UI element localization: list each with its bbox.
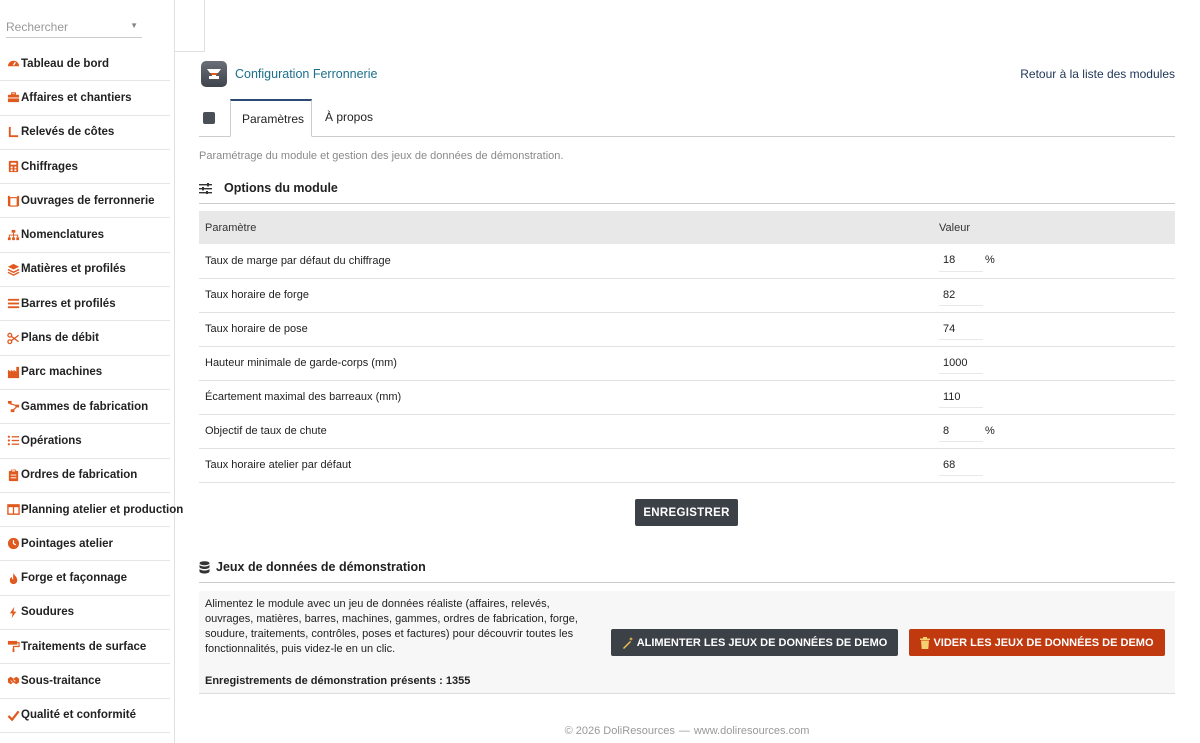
sidebar-item-tableau-de-bord[interactable]: [0, 47, 170, 81]
sidebar-item-label: Gammes de fabrication: [21, 400, 149, 413]
sidebar-item-traitements-de-surface[interactable]: [0, 630, 170, 664]
magic-wand-icon: [622, 637, 634, 649]
sidebar: [0, 0, 184, 743]
param-value-input[interactable]: [939, 250, 983, 272]
sidebar-item-label: Matières et profilés: [21, 263, 126, 276]
sidebar-item-label: Traitements de surface: [21, 640, 147, 653]
table-row: [199, 414, 1175, 448]
sidebar-item-matieres-et-profiles[interactable]: [0, 253, 170, 287]
footer-link[interactable]: www.doliresources.com: [693, 725, 810, 737]
calculator-icon: [6, 160, 20, 174]
param-value-cell: [935, 380, 1175, 414]
sidebar-item-label: Sous-traitance: [21, 674, 101, 687]
sidebar-menu: [0, 47, 184, 733]
sidebar-item-label: Planning atelier et production: [21, 503, 184, 516]
industry-icon: [6, 365, 20, 379]
sidebar-item-plans-de-debit[interactable]: [0, 321, 170, 355]
sidebar-item-label: Nomenclatures: [21, 229, 105, 242]
sidebar-item-chiffrages[interactable]: [0, 150, 170, 184]
sitemap-icon: [6, 228, 20, 242]
param-value-cell: [935, 346, 1175, 380]
sidebar-item-forge-et-faconnage[interactable]: [0, 561, 170, 595]
database-icon: [199, 561, 210, 574]
sidebar-item-parc-machines[interactable]: [0, 356, 170, 390]
clipboard-icon: [6, 468, 20, 482]
sidebar-item-gammes-de-fabrication[interactable]: [0, 390, 170, 424]
search-placeholder: Rechercher: [6, 20, 69, 34]
sidebar-item-label: Soudures: [21, 606, 75, 619]
demo-description: Alimentez le module avec un jeu de données réaliste (affaires, relevés, ouvrages, matières, barres, machines, gammes, ordres de fabrication, forge, soudure, traitements, contrôles, poses et factures) pour découvrir toutes les fonctionnalités, puis videz-le en un clic.: [205, 598, 578, 655]
demo-panel: [199, 591, 1175, 694]
fire-icon: [6, 571, 20, 585]
sidebar-item-planning-atelier-et-production[interactable]: [0, 493, 184, 527]
briefcase-icon: [6, 91, 20, 105]
handshake-icon: [6, 674, 20, 688]
sidebar-item-label: Qualité et conformité: [21, 709, 137, 722]
options-table: [199, 211, 1175, 483]
demo-record-count: Enregistrements de démonstration présents : 1355: [205, 675, 471, 687]
sliders-icon: [199, 183, 212, 194]
table-row: [199, 312, 1175, 346]
sidebar-item-releves-de-cotes[interactable]: [0, 116, 170, 150]
param-value-cell: [935, 278, 1175, 312]
sidebar-item-qualite-et-conformite[interactable]: [0, 699, 170, 733]
param-label: Taux horaire de pose: [199, 312, 935, 346]
param-label: Taux horaire atelier par défaut: [199, 448, 935, 482]
page-title: Configuration Ferronnerie: [235, 67, 378, 81]
param-label: Taux de marge par défaut du chiffrage: [199, 244, 935, 278]
param-value-input[interactable]: [939, 352, 983, 374]
sidebar-item-label: Barres et profilés: [21, 297, 116, 310]
footer-copyright: © 2026 DoliResources: [564, 725, 675, 737]
top-corner-box: [175, 0, 205, 52]
demo-title-text: Jeux de données de démonstration: [216, 560, 426, 574]
list-icon: [6, 434, 20, 448]
param-value-cell: [935, 244, 1175, 278]
sidebar-item-label: Chiffrages: [21, 160, 78, 173]
clock-icon: [6, 537, 20, 551]
tab-parametres[interactable]: Paramètres: [230, 99, 312, 137]
table-row: [199, 278, 1175, 312]
param-value-input[interactable]: [939, 386, 983, 408]
layers-icon: [6, 262, 20, 276]
options-title-text: Options du module: [224, 181, 338, 195]
table-row: [199, 244, 1175, 278]
sidebar-item-pointages-atelier[interactable]: [0, 527, 170, 561]
sidebar-item-label: Ouvrages de ferronnerie: [21, 194, 155, 207]
project-diagram-icon: [6, 400, 20, 414]
ruler-icon: [6, 125, 20, 139]
param-value-input[interactable]: [939, 318, 983, 340]
scissors-icon: [6, 331, 20, 345]
param-value-cell: [935, 448, 1175, 482]
sidebar-item-label: Affaires et chantiers: [21, 91, 132, 104]
param-value-input[interactable]: [939, 420, 983, 442]
param-value-input[interactable]: [939, 454, 983, 476]
sidebar-item-barres-et-profiles[interactable]: [0, 287, 170, 321]
options-section-title: [199, 181, 338, 195]
param-value-input[interactable]: [939, 284, 983, 306]
feed-demo-data-button[interactable]: [611, 629, 898, 656]
module-tab-icon: [203, 112, 215, 124]
tab-a-propos[interactable]: À propos: [325, 110, 374, 124]
dashboard-icon: [6, 57, 20, 71]
clear-demo-label: VIDER LES JEUX DE DONNÉES DE DEMO: [933, 636, 1154, 649]
paint-roller-icon: [6, 640, 20, 654]
options-divider: [199, 203, 1175, 204]
param-label: Objectif de taux de chute: [199, 414, 935, 448]
demo-divider: [199, 582, 1175, 583]
param-label: Hauteur minimale de garde-corps (mm): [199, 346, 935, 380]
sidebar-item-operations[interactable]: [0, 424, 170, 458]
sidebar-item-label: Plans de débit: [21, 332, 99, 345]
chevron-down-icon[interactable]: ▼: [130, 21, 138, 30]
check-icon: [6, 708, 20, 722]
sidebar-item-label: Ordres de fabrication: [21, 469, 138, 482]
bars-icon: [6, 297, 20, 311]
sidebar-item-affaires-et-chantiers[interactable]: [0, 81, 170, 115]
sidebar-item-label: Opérations: [21, 434, 82, 447]
table-row: [199, 448, 1175, 482]
sidebar-item-ordres-de-fabrication[interactable]: [0, 459, 170, 493]
calendar-icon: [6, 503, 20, 517]
trash-icon: [920, 637, 930, 649]
sidebar-item-label: Tableau de bord: [21, 57, 109, 70]
sidebar-item-label: Forge et façonnage: [21, 572, 128, 585]
sidebar-item-label: Relevés de côtes: [21, 126, 115, 139]
sidebar-item-nomenclatures[interactable]: [0, 218, 170, 252]
table-row: [199, 346, 1175, 380]
param-label: Écartement maximal des barreaux (mm): [199, 380, 935, 414]
bolt-icon: [6, 605, 20, 619]
param-value-cell: [935, 414, 1175, 448]
footer-separator: —: [678, 725, 690, 737]
gate-icon: [6, 194, 20, 208]
demo-section-title: [199, 560, 426, 574]
page-description: Paramétrage du module et gestion des jeux de données de démonstration.: [199, 150, 564, 162]
sidebar-item-soudures[interactable]: [0, 596, 170, 630]
save-button[interactable]: ENREGISTRER: [635, 499, 738, 526]
sidebar-item-sous-traitance[interactable]: [0, 664, 170, 698]
footer: [199, 725, 1175, 737]
clear-demo-data-button[interactable]: [909, 629, 1165, 656]
col-header-param: Paramètre: [199, 211, 935, 244]
param-label: Taux horaire de forge: [199, 278, 935, 312]
param-value-cell: [935, 312, 1175, 346]
back-to-modules-link[interactable]: Retour à la liste des modules: [1020, 67, 1175, 81]
tab-bar: [199, 99, 1175, 137]
sidebar-search[interactable]: [6, 16, 142, 38]
feed-demo-label: ALIMENTER LES JEUX DE DONNÉES DE DEMO: [636, 636, 888, 649]
col-header-value: Valeur: [935, 211, 1175, 244]
sidebar-item-label: Pointages atelier: [21, 537, 114, 550]
sidebar-item-label: Parc machines: [21, 366, 103, 379]
table-row: [199, 380, 1175, 414]
unit-label: %: [985, 254, 995, 266]
module-anvil-icon: [201, 61, 227, 87]
unit-label: %: [985, 424, 995, 437]
sidebar-item-ouvrages-de-ferronnerie[interactable]: [0, 184, 170, 218]
